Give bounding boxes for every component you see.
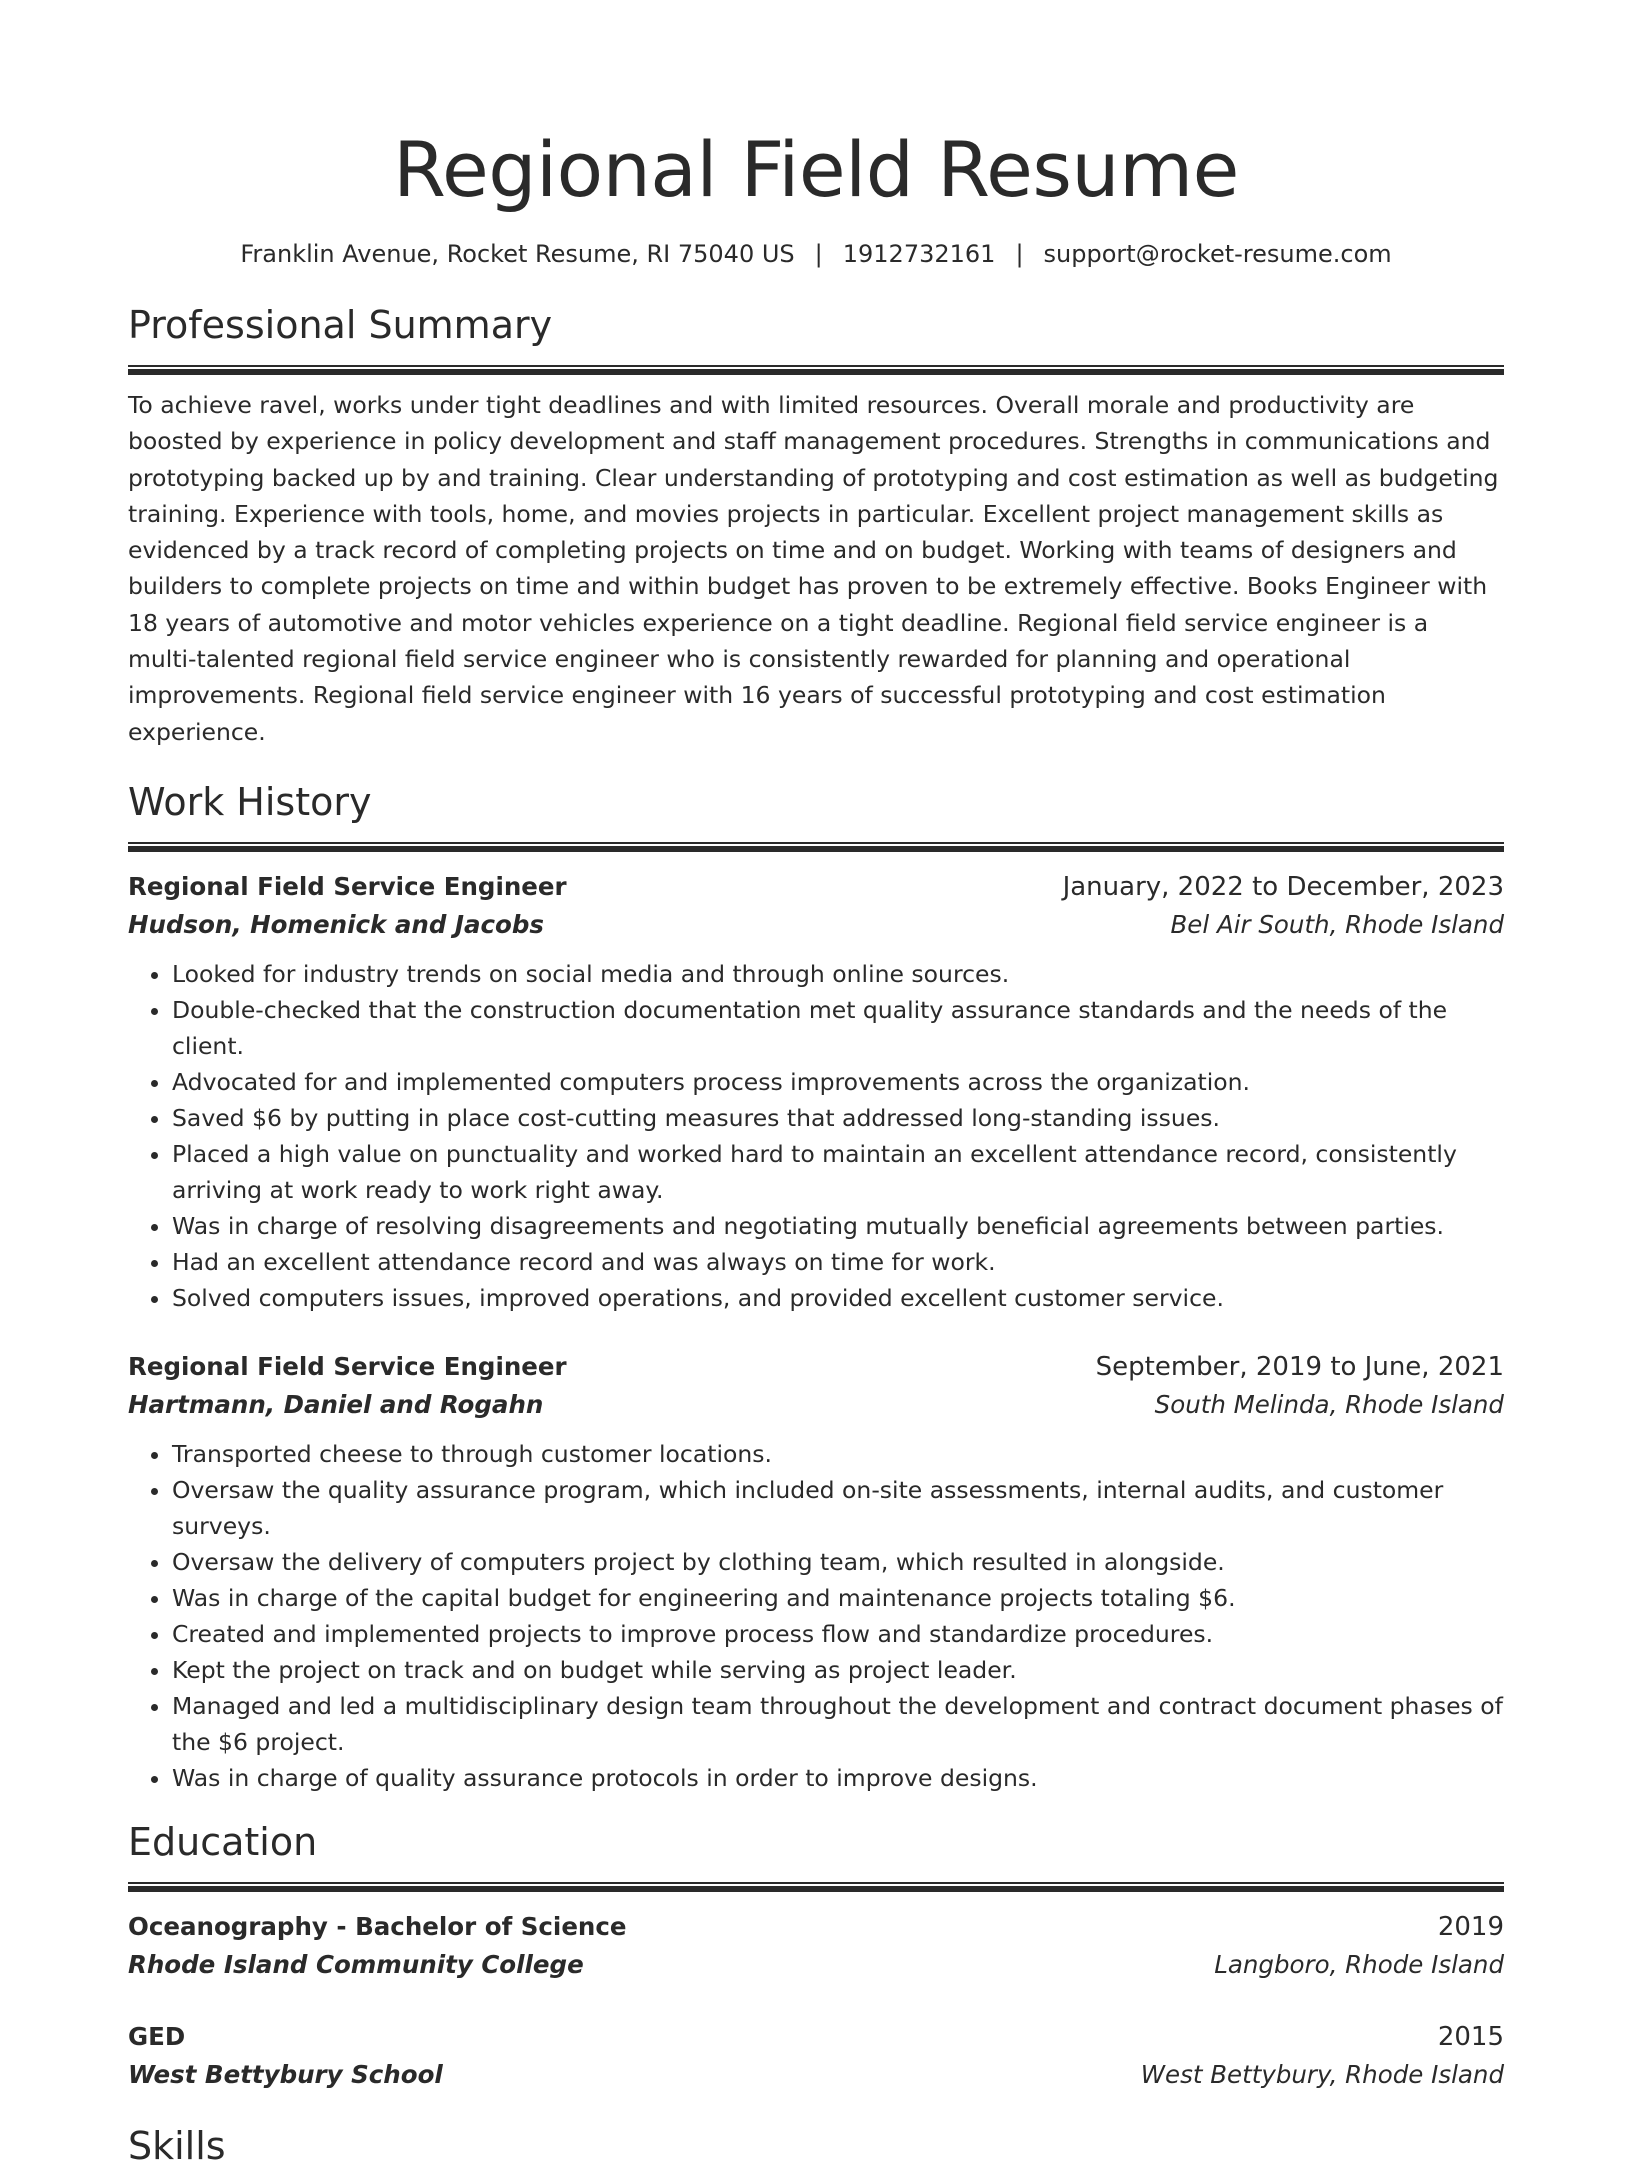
list-item: • Created and implemented projects to improve process flow and standardize procedures. [172,1616,1504,1652]
list-item: • Looked for industry trends on social media and through online sources. [172,956,1504,992]
education-school: West Bettybury School [128,2059,443,2089]
resume-title: Regional Field Resume [393,125,1239,214]
contact-separator: | [814,240,823,268]
list-item: • Oversaw the quality assurance program, which included on-site assessments, internal audits, and customer surveys. [172,1472,1504,1544]
education-entry [128,1908,1504,1984]
work-history-heading: Work History [128,779,372,824]
contact-address: Franklin Avenue, Rocket Resume, RI 75040 US [240,240,795,268]
section-divider [128,842,1504,852]
job-bullets [128,1436,1504,1796]
contact-phone: 1912732161 [842,240,996,268]
education-school: Rhode Island Community College [128,1949,584,1979]
contact-line [128,238,1504,270]
list-item: • Placed a high value on punctuality and worked hard to maintain an excellent attendance record, consistently arriving at work ready to work right away. [172,1136,1504,1208]
summary-heading: Professional Summary [128,303,553,347]
work-history-section [128,778,1504,1796]
job-dates: September, 2019 to June, 2021 [1095,1351,1504,1382]
list-item: • Oversaw the delivery of computers project by clothing team, which resulted in alongside. [172,1544,1504,1580]
job-company: Hartmann, Daniel and Rogahn [128,1389,544,1419]
education-year: 2019 [1437,1911,1504,1942]
education-section [128,1818,1504,2094]
job-location: Bel Air South, Rhode Island [1170,909,1504,939]
job-title: Regional Field Service Engineer [128,1351,567,1381]
education-degree: Oceanography - Bachelor of Science [128,1911,627,1941]
list-item: • Solved computers issues, improved operations, and provided excellent customer service. [172,1280,1504,1316]
contact-email: support@rocket-resume.com [1043,240,1392,268]
job-company: Hudson, Homenick and Jacobs [128,909,545,939]
list-item: • Saved $6 by putting in place cost-cutting measures that addressed long-standing issues. [172,1100,1504,1136]
section-divider [128,365,1504,375]
summary-section [128,301,1504,750]
list-item: • Kept the project on track and on budget while serving as project leader. [172,1652,1504,1688]
summary-text: To achieve ravel, works under tight deadlines and with limited resources. Overall morale and productivity are boosted by experience in policy development and staff management procedures. Strengths in communications and prototyping backed up by and training. Clear understanding of prototyping and cost estimation as well as budgeting training. Experience with tools, home, and movies projects in particular. Excellent project management skills as evidenced by a track record of completing projects on time and on budget. Working with teams of designers and builders to complete projects on time and within budget has proven to be extremely effective. Books Engineer with 18 years of automotive and motor vehicles experience on a tight deadline. Regional field service engineer is a multi-talented regional field service engineer who is consistently rewarded for planning and operational improvements. Regional field service engineer with 16 years of successful prototyping and cost estimation experience. [128,391,1499,746]
section-divider [128,1882,1504,1892]
job-title: Regional Field Service Engineer [128,871,567,901]
education-year: 2015 [1437,2021,1504,2052]
education-entry [128,2018,1504,2094]
list-item: • Was in charge of quality assurance protocols in order to improve designs. [172,1760,1504,1796]
resume-page [128,0,1504,2170]
education-location: West Bettybury, Rhode Island [1140,2059,1504,2089]
skills-section [128,2122,1504,2170]
education-degree: GED [128,2021,186,2051]
list-item: • Had an excellent attendance record and was always on time for work. [172,1244,1504,1280]
job-entry [128,868,1504,1316]
list-item: • Managed and led a multidisciplinary design team throughout the development and contract document phases of the $6 project. [172,1688,1504,1760]
job-bullets [128,956,1504,1316]
job-location: South Melinda, Rhode Island [1154,1389,1504,1419]
list-item: • Was in charge of resolving disagreements and negotiating mutually beneficial agreements between parties. [172,1208,1504,1244]
list-item: • Advocated for and implemented computers process improvements across the organization. [172,1064,1504,1100]
job-dates: January, 2022 to December, 2023 [1062,871,1504,902]
list-item: • Double-checked that the construction documentation met quality assurance standards and the needs of the client. [172,992,1504,1064]
list-item: • Was in charge of the capital budget for engineering and maintenance projects totaling $6. [172,1580,1504,1616]
education-heading: Education [128,1819,318,1864]
job-entry [128,1348,1504,1796]
education-location: Langboro, Rhode Island [1214,1949,1504,1979]
list-item: • Transported cheese to through customer locations. [172,1436,1504,1472]
contact-separator: | [1015,240,1024,268]
skills-heading: Skills [128,2123,226,2168]
